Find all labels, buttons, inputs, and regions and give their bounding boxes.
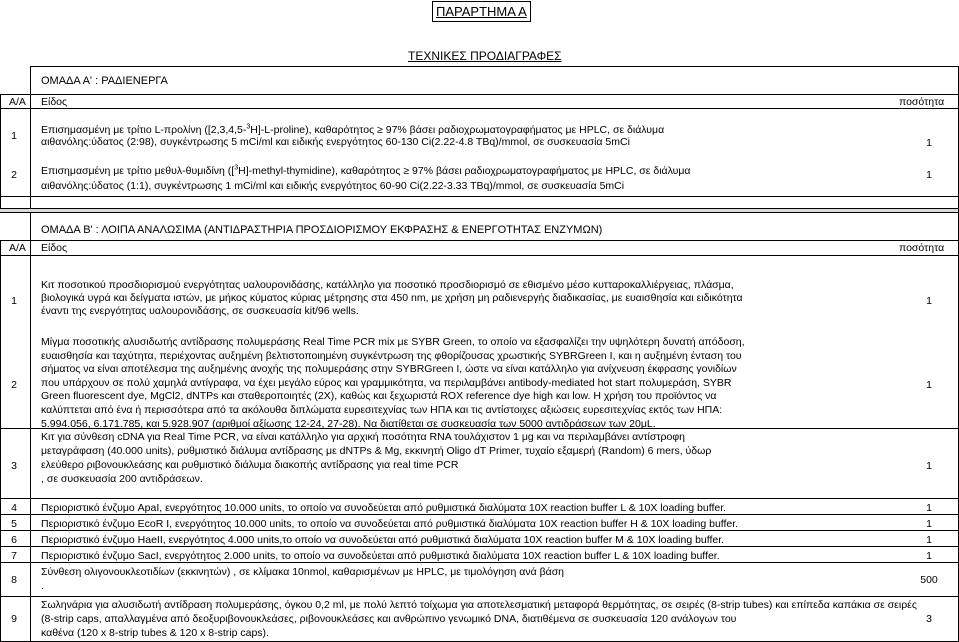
isotope-superscript: 3 [246, 123, 251, 131]
row-number: 1 [11, 295, 17, 307]
item-text: H]-methyl-thymidine), καθαρότητος ≥ 97% βάσει ραδιοχρωματογραφήματος με HPLC, σε διάλυμα [238, 165, 691, 177]
item-text: , σε συσκευασία 200 αντιδράσεων. [41, 473, 203, 485]
divider [0, 428, 959, 429]
divider [0, 94, 1, 208]
item-description [41, 430, 711, 486]
row-number: 5 [11, 518, 17, 530]
item-quantity: 1 [926, 460, 932, 472]
col-qty-header: ποσότητα [899, 96, 945, 108]
item-description [41, 124, 664, 148]
row-number: 8 [11, 574, 17, 586]
item-text: μεταγράφαση (40.000 units), ρυθμιστικό διάλυμα αντίδρασης με dNTPs & Mg, εκκινητή Oligo dT Primer, τυχαίο εξαμερή (Random) 6 mers, ύδωρ [41, 445, 712, 457]
item-quantity: 1 [926, 379, 932, 391]
item-text: καλύπτεται από ένα ή περισσότερα από τα ακόλουθα διπλώματα ευρεσιτεχνίας των ΗΠΑ και τις αντίστοιχες αξιώσεις ευρεσιτεχνίας εκτός των ΗΠΑ: [41, 403, 723, 416]
divider [30, 66, 31, 94]
divider [0, 208, 959, 209]
item-text: Περιοριστικό ένζυμο EcoR I, ενεργότητος 10.000 units, το οποίο να συνοδεύεται από ρυθμιστικά διαλύματα 10X reaction buffer H & 10X loading buffer. [41, 518, 739, 530]
row-number: 6 [11, 534, 17, 546]
item-description [41, 598, 917, 640]
item-text: 5.994.056, 6.171.785, και 5.928.907 (αριθμοί αξίωσης 12-24, 27-28). Να διατίθεται σε συσκευασία των 5000 αντιδράσεων των 20μL. [41, 417, 656, 430]
divider [0, 212, 959, 213]
item-text: Περιοριστικό ένζυμο ApaI, ενεργότητος 10.000 units, το οποίο να συνοδεύεται από ρυθμιστικά διαλύματα 10X reaction buffer L & 10X loading buffer. [41, 502, 727, 514]
row-number: 4 [11, 502, 17, 514]
item-description [41, 565, 564, 593]
divider [0, 530, 959, 531]
divider [0, 546, 959, 547]
row-number: 2 [11, 169, 17, 181]
item-description [41, 336, 745, 431]
col-aa-header: Α/Α [9, 242, 26, 254]
col-aa-header: Α/Α [9, 96, 26, 108]
col-qty-header: ποσότητα [899, 242, 945, 254]
item-quantity: 1 [926, 534, 932, 546]
divider [30, 66, 959, 67]
item-text: ευαισθησία και ταχύτητα, περιέχοντας αυξημένη βελτιστοποιημένη συγκέντρωση της φθορίζουσας χρωστικής SYBRGreen I, και η αυξημένη ένταση του [41, 349, 742, 362]
item-description [41, 165, 690, 194]
divider [0, 196, 959, 197]
group-b-title: ΟΜΑΔΑ Β' : ΛΟΙΠΑ ΑΝΑΛΩΣΙΜΑ (ΑΝΤΙΔΡΑΣΤΗΡΙΑ ΠΡΟΣΔΙΟΡΙΣΜΟΥ ΕΚΦΡΑΣΗΣ & ΕΝΕΡΓΟΤΗΤΑΣ ΕΝΖΥΜΩΝ) [41, 224, 603, 236]
item-text: Κιτ ποσοτικού προσδιορισμού ενεργότητας υαλουρονιδάσης, κατάλληλο για ποσοτικό προσδιορισμό σε εθισμένο μέσο κυτταροκαλλιέργειας, πλάσμα, [41, 279, 734, 291]
item-text: Επισημασμένη με τρίτιο μεθυλ-θυμιδίνη ([ [41, 165, 235, 177]
item-text: Μίγμα ποσοτικής αλυσιδωτής αντίδρασης πολυμεράσης Real Time PCR mix με SYBR Green, το οποίο να εξασφαλίζει την υψηλότερη δυνατή απόδοση, [41, 336, 745, 348]
item-text: (8-strip caps, απαλλαγμένα από δεοξυριβονουκλεάσες, ριβονουκλεάσες και ανθρώπινο γενωμικό DNA, διατιθέμενα σε συσκευασία 120 ανάλογων του [41, 613, 737, 625]
item-text: Επισημασμένη με τρίτιο L-προλίνη ([2,3,4,5- [41, 124, 247, 136]
item-quantity: 1 [926, 550, 932, 562]
divider [0, 108, 959, 109]
row-number: 2 [11, 379, 17, 391]
divider [30, 212, 31, 240]
item-text: που υπάρχουν σε πολύ χαμηλά αντίγραφα, να έχει μεγάλο εύρος και γραμμικότητα, να περιλαμβάνει antibody-mediated hot start πολυμεράση, SYBR [41, 376, 732, 389]
item-text: βιολογικά υγρά και δείγματα ιστών, με μήκος κύματος κύριας μέτρησης στα 450 nm, με χρήση μη ραδιενεργής διαδικασίας, με ευαισθησία και ειδικότητα [41, 292, 743, 304]
row-number: 1 [11, 130, 17, 142]
spec-title: ΤΕΧΝΙΚΕΣ ΠΡΟΔΙΑΓΡΑΦΕΣ [408, 49, 562, 63]
item-quantity: 3 [926, 613, 932, 625]
item-text: ελεύθερο ριβονουκλεάσης και ρυθμιστικό διάλυμα διακοπής αντίδρασης για real time PCR [41, 459, 459, 471]
item-text: Σύνθεση ολιγονουκλεοτιδίων (εκκινητών) , σε κλίμακα 10nmol, καθαρισμένων με HPLC, με τιμολόγηση ανά βάση [41, 566, 565, 578]
item-text: . [41, 580, 44, 592]
item-text: σήματος να είναι αποτέλεσμα της αυξημένης ανοχής της πολυμεράσης στην SYBRGreen I, ώστε να είναι κατάλληλο για ανίχνευση έκφρασης γονιδίων [41, 363, 737, 376]
item-text: αιθανόλης:ύδατος (1:1), συγκέντρωσης 1 mCi/ml και ειδικής ενεργότητος 60-90 Ci(2.22-3.33 TBq)/mmol, σε συσκευασία 5mCi [41, 180, 625, 192]
annex-title: ΠΑΡΑΡΤΗΜΑ Α [432, 1, 531, 22]
item-text: Green fluorescent dye, MgCl2, dNTPs και σταθεροποιητές (2X), καθώς και ξεχωριστά ROX reference dye high και low. Η χρήση του προϊόντος να [41, 390, 717, 403]
row-number: 9 [11, 613, 17, 625]
col-item-header: Είδος [41, 96, 68, 108]
item-text: Κιτ για σύνθεση cDNA για Real Time PCR, να είναι κατάλληλο για αρχική ποσότητα RNA τουλάχιστον 1 μg και να περιλαμβάνει αντίστροφη [41, 431, 685, 443]
row-number: 7 [11, 550, 17, 562]
divider [0, 514, 959, 515]
divider [0, 498, 959, 499]
item-text: Περιοριστικό ένζυμο HaeII, ενεργότητος 4.000 units,το οποίο να συνοδεύεται από ρυθμιστικά διαλύματα 10X reaction buffer M & 10X loading buffer. [41, 534, 725, 546]
group-a-title: ΟΜΑΔΑ Α' : ΡΑΔΙΕΝΕΡΓΑ [41, 75, 168, 87]
divider [0, 255, 959, 256]
item-text: H]-L-proline), καθαρότητος ≥ 97% βάσει ραδιοχρωματογραφήματος με HPLC, σε διάλυμα [250, 124, 665, 136]
item-quantity: 1 [926, 502, 932, 514]
col-item-header: Είδος [41, 242, 68, 254]
item-quantity: 500 [920, 574, 938, 586]
isotope-superscript: 3 [234, 164, 239, 172]
divider [0, 240, 959, 241]
item-text: Περιοριστικό ένζυμο SacI, ενεργότητος 2.000 units, το οποίο να συνοδεύεται από ρυθμιστικά διαλύματα 10X reaction buffer L & 10X loading buffer. [41, 550, 720, 562]
divider [0, 94, 959, 95]
divider [30, 94, 31, 208]
item-text: καθένα (120 x 8-strip tubes & 120 x 8-strip caps). [41, 627, 269, 639]
item-quantity: 1 [926, 295, 932, 307]
item-text: αιθανόλης:ύδατος (2:98), συγκέντρωσης 5 mCi/ml και ειδικής ενεργότητος 60-130 Ci(2.22-4.8 TBq)/mmol, σε συσκευασία 5mCi [41, 136, 630, 148]
divider [0, 240, 1, 642]
row-number: 3 [11, 460, 17, 472]
item-quantity: 1 [926, 137, 932, 149]
divider [0, 596, 959, 597]
divider [0, 562, 959, 563]
item-description [41, 279, 743, 318]
item-text: έναντι της ενεργότητας υαλουρονιδάσης, σε συσκευασία kit/96 wells. [41, 305, 359, 317]
item-quantity: 1 [926, 169, 932, 181]
divider [30, 240, 31, 642]
item-quantity: 1 [926, 518, 932, 530]
item-text: Σωληνάρια για αλυσιδωτή αντίδραση πολυμεράσης, όγκου 0,2 ml, με πολύ λεπτό τοίχωμα για αποτελεσματική μεταφορά θερμότητας, σε σειρές (8-strip tubes) και επίπεδα καπάκια σε σειρές [41, 599, 917, 611]
